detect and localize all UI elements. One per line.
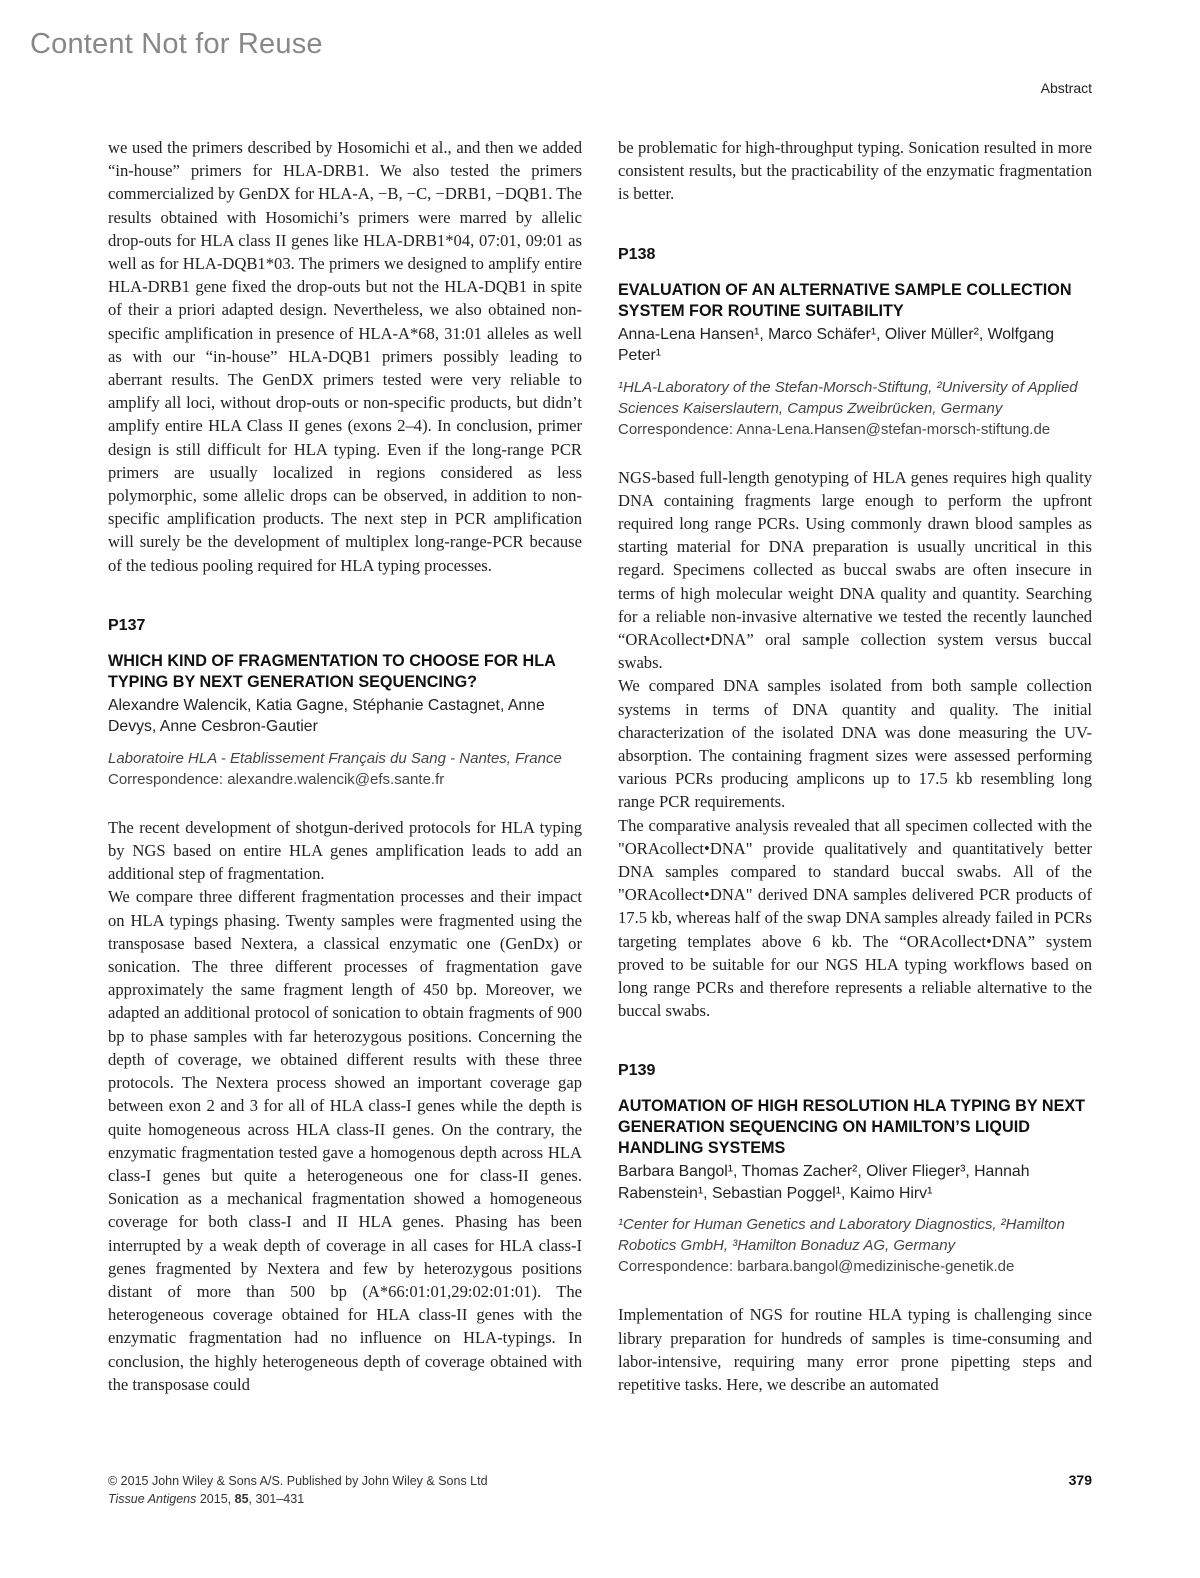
- journal-volume: 85: [234, 1492, 249, 1506]
- author-list: Anna-Lena Hansen¹, Marco Schäfer¹, Oliver Müller², Wolfgang Peter¹: [618, 325, 1055, 365]
- footer-citation: [108, 1472, 488, 1508]
- abstract-affiliation: Laboratoire HLA - Etablissement Français du Sang - Nantes, France: [108, 749, 562, 767]
- page-number: 379: [1068, 1472, 1092, 1488]
- abstract-correspondence: Correspondence: barbara.bangol@medizinische-genetik.de: [618, 1258, 1015, 1276]
- abstract-paragraph: NGS-based full-length genotyping of HLA genes requires high quality DNA containing fragments large enough to perform the upfront required long range PCRs. Using commonly drawn blood samples as starting material for DNA preparation is usually uncritical in this regard. Specimens collected as buccal swabs are often insecure in terms of high molecular weight DNA quality and quantity. Searching for a reliable non-invasive alternative we tested the recently launched “ORAcollect•DNA” oral sample collection system versus buccal swabs.: [618, 467, 1092, 673]
- abstract-code: P138: [618, 245, 656, 263]
- journal-name: Tissue Antigens: [108, 1492, 197, 1506]
- abstract-correspondence: Correspondence: Anna-Lena.Hansen@stefan-morsch-stiftung.de: [618, 420, 1051, 438]
- journal-year: 2015,: [199, 1492, 232, 1506]
- abstract-paragraph: We compare three different fragmentation processes and their impact on HLA typings phasing. Twenty samples were fragmented using the transposase based Nextera, a classical enzymatic one (GenDx) or sonication. The three different processes of fragmentation gave approximately the same fragment length of 450 bp. Moreover, we adapted an additional protocol of sonication to obtain fragments of 900 bp to phase samples with far heterozygous positions. Concerning the depth of coverage, we obtained different results with these three protocols. The Nextera process showed an important coverage gap between exon 2 and 3 for all of HLA class-I genes while the depth is quite homogeneous across HLA class-II genes. On the contrary, the enzymatic fragmentation tested gave a homogenous depth across HLA class-I genes but quite a heterogeneous one for class-II genes. Sonication as a mechanical fragmentation showed a homogeneous coverage for both class-I and II HLA genes. Phasing has been interrupted by a weak depth of coverage in all cases for HLA class-I genes fragmented by Nextera and few by heterozygous positions distant of more than 500 bp (A*66:01:01,29:02:01:01). The heterogeneous coverage obtained for HLA class-II genes with the enzymatic fragmentation had no influence on HLA-typings. In conclusion, the highly heterogeneous depth of coverage obtained with the transposase could: [108, 887, 582, 1394]
- abstract-title: AUTOMATION OF HIGH RESOLUTION HLA TYPING BY NEXT GENERATION SEQUENCING ON HAMILTON’S LIQUID HANDLING SYSTEMS: [618, 1097, 1086, 1158]
- abstract-paragraph: The recent development of shotgun-derived protocols for HLA typing by NGS based on entire HLA genes amplification leads to add an additional step of fragmentation.: [108, 817, 582, 884]
- abstract-paragraph: We compared DNA samples isolated from both sample collection systems in terms of DNA quantity and quality. The initial characterization of the isolated DNA was done measuring the UV-absorption. The containing fragment sizes were assessed performing various PCRs producing amplicons up to 17.5 kb resembling long range PCR requirements.: [618, 676, 1092, 812]
- watermark: Content Not for Reuse: [30, 28, 323, 60]
- abstract-code: P139: [618, 1062, 656, 1080]
- right-column: [618, 136, 1092, 1396]
- abstract-affiliation: ¹HLA-Laboratory of the Stefan-Morsch-Stiftung, ²University of Applied Sciences Kaiserslautern, Campus Zweibrücken, Germany: [618, 378, 1078, 417]
- abstract-paragraph: Implementation of NGS for routine HLA typing is challenging since library preparation for hundreds of samples is time-consuming and labor-intensive, requiring many error prone pipetting steps and repetitive tasks. Here, we describe an automated: [618, 1305, 1092, 1395]
- journal-pages: , 301–431: [248, 1492, 305, 1506]
- journal-citation: [108, 1490, 488, 1508]
- continuation-paragraph: we used the primers described by Hosomichi et al., and then we added “in-house” primers for HLA-DRB1. We also tested the primers commercialized by GenDX for HLA-A, −B, −C, −DRB1, −DQB1. The results obtained with Hosomichi’s primers were marred by allelic drop-outs for HLA class II genes like HLA-DRB1*04, 07:01, 09:01 as well as for HLA-DQB1*03. The primers we designed to amplify entire HLA-DRB1 gene fixed the drop-outs but not the HLA-DQB1 in spite of their a priori adapted design. Nevertheless, we also obtained non-specific amplification in presence of HLA-A*68, 31:01 alleles as well as with our “in-house” HLA-DQB1 primers possibly leading to aberrant results. The GenDX primers tested were very reliable to amplify all loci, without drop-outs or non-specific products, but didn’t amplify entire HLA Class II genes (exons 2–4). In conclusion, primer design is still difficult for HLA typing. Even if the long-range PCR primers are usually localized in regions considered as less polymorphic, some allelic drops can be observed, in addition to non-specific amplification products. The next step in PCR amplification will surely be the development of multiplex long-range-PCR because of the tedious pooling required for HLA typing processes.: [108, 138, 583, 575]
- continuation-paragraph: be problematic for high-throughput typing. Sonication resulted in more consistent results, but the practicability of the enzymatic fragmentation is better.: [618, 138, 1092, 204]
- left-column: [108, 136, 582, 1396]
- abstract-authors: Barbara Bangol¹, Thomas Zacher², Oliver Flieger³, Hannah Rabenstein¹, Sebastian Poggel¹, Kaimo Hirv¹: [618, 1163, 1030, 1202]
- abstract-code: P137: [108, 616, 146, 634]
- abstract-p139: [618, 1062, 1092, 1396]
- copyright-notice: © 2015 John Wiley & Sons A/S. Published by John Wiley & Sons Ltd: [108, 1474, 488, 1488]
- abstract-p137: [108, 617, 582, 1396]
- abstract-title: EVALUATION OF AN ALTERNATIVE SAMPLE COLLECTION SYSTEM FOR ROUTINE SUITABILITY: [618, 280, 1072, 320]
- abstract-authors: Alexandre Walencik, Katia Gagne, Stéphanie Castagnet, Anne Devys, Anne Cesbron-Gautier: [108, 696, 545, 736]
- running-head: Abstract: [1040, 80, 1092, 96]
- abstract-paragraph: The comparative analysis revealed that all specimen collected with the "ORAcollect•DNA" provide qualitatively and quantitatively better DNA samples compared to standard buccal swabs. All of the "ORAcollect•DNA" derived DNA samples delivered PCR products of 17.5 kb, whereas half of the swap DNA samples already failed in PCRs targeting templates above 6 kb. The “ORAcollect•DNA” system proved to be suitable for our NGS HLA typing workflows based on long range PCRs and therefore represents a reliable alternative to the buccal swabs.: [618, 815, 1092, 1021]
- abstract-correspondence: Correspondence: alexandre.walencik@efs.sante.fr: [108, 770, 445, 788]
- abstract-title: WHICH KIND OF FRAGMENTATION TO CHOOSE FOR HLA TYPING BY NEXT GENERATION SEQUENCING?: [108, 651, 556, 691]
- abstract-p138: [618, 246, 1092, 1023]
- abstract-affiliation: ¹Center for Human Genetics and Laboratory Diagnostics, ²Hamilton Robotics GmbH, ³Hamilton Bonaduz AG, Germany: [618, 1216, 1065, 1255]
- abstract-authors: [618, 324, 1092, 367]
